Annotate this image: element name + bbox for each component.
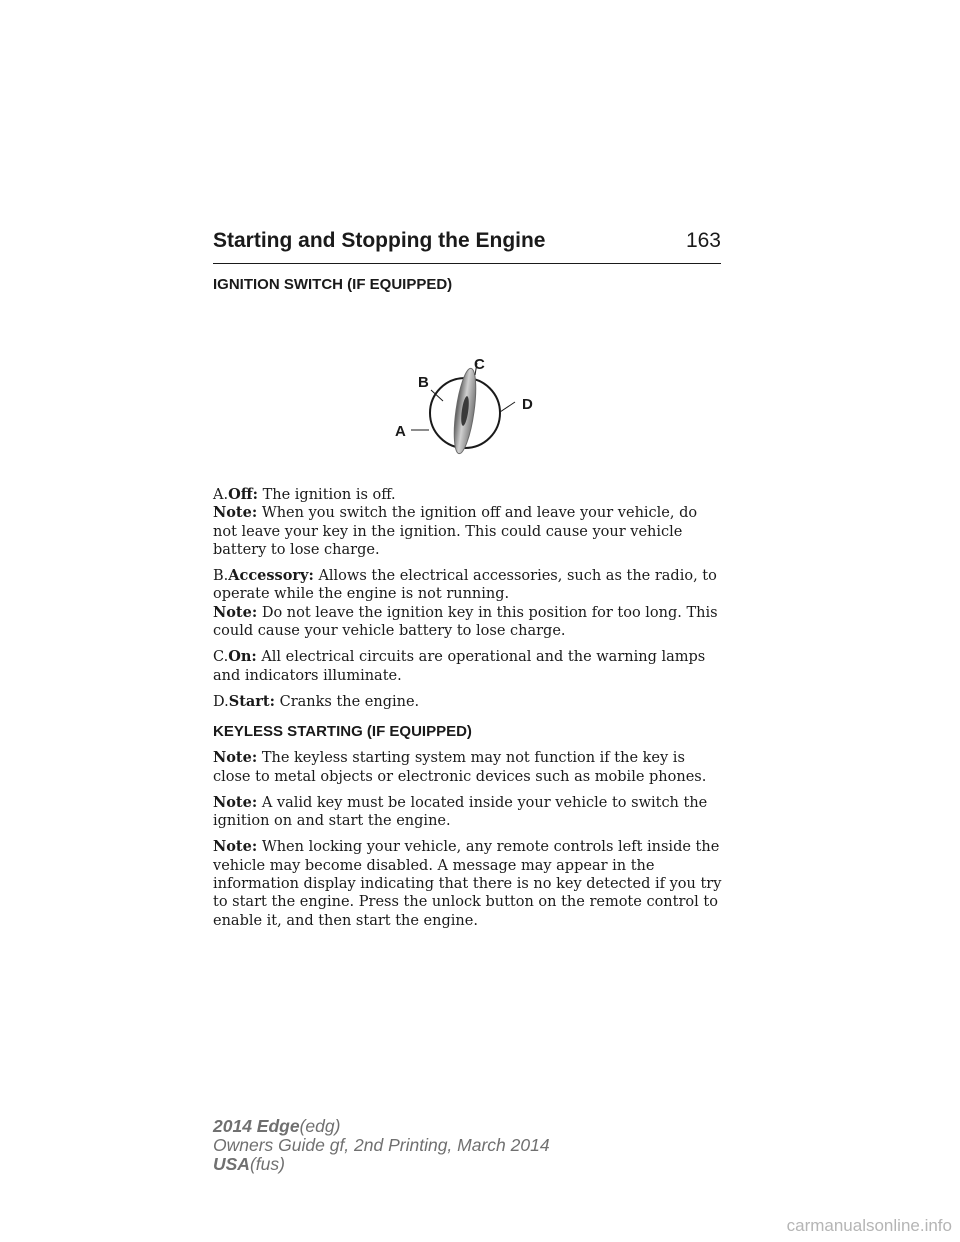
keyless-note-1 [213,749,723,786]
watermark: carmanualsonline.info [786,1216,952,1235]
item-letter: C. [213,649,229,666]
footer-line-model [213,1117,550,1136]
section-heading-keyless-starting: KEYLESS STARTING (IF EQUIPPED) [213,723,472,741]
note-label: Note: [213,504,258,522]
note-text: Do not leave the ignition key in this position for too long. This could cause your vehicle battery to lose charge. [213,604,718,640]
diagram-label-c: C [474,356,485,373]
item-text: Cranks the engine. [279,693,420,710]
page-number: 163 [685,229,721,252]
item-d-start [213,693,723,711]
item-term: Accessory: [228,567,314,585]
page-title: Starting and Stopping the Engine [213,229,546,252]
footer-market: USA [213,1154,250,1174]
item-letter: B. [213,568,229,585]
item-b-accessory [213,567,723,640]
item-text: All electrical circuits are operational and the warning lamps and indicators illuminate. [213,649,706,684]
diagram-label-d: D [522,396,533,413]
footer-line-guide: Owners Guide gf, 2nd Printing, March 2014 [213,1135,550,1155]
item-letter: D. [213,693,229,710]
keyless-note-2 [213,794,723,831]
page-content [213,276,723,930]
item-a-off [213,486,723,559]
note-text: The keyless starting system may not function if the key is close to metal objects or electronic devices such as mobile phones. [213,750,707,785]
item-term: Off: [228,486,258,503]
ignition-switch-figure [213,310,723,478]
note-label: Note: [213,838,258,856]
footer-line-market [213,1155,550,1174]
footer-model: 2014 Edge [213,1116,300,1136]
footer-model-code: (edg) [299,1116,341,1136]
ignition-switch-diagram [373,310,563,478]
note-text: A valid key must be located inside your vehicle to switch the ignition on and start the engine. [213,794,708,830]
note-text: When you switch the ignition off and leave your vehicle, do not leave your key in the ignition. This could cause your vehicle battery to lose charge. [213,505,698,558]
document-footer [213,1117,550,1174]
footer-market-code: (fus) [249,1154,285,1174]
item-text: The ignition is off. [262,487,396,503]
item-c-on [213,648,723,685]
section-heading-ignition-switch: IGNITION SWITCH (IF EQUIPPED) [213,276,453,293]
item-text: Allows the electrical accessories, such as the radio, to operate while the engine is not running. [213,568,717,603]
item-letter: A. [213,487,229,503]
leader-line-d [500,402,515,412]
note-label: Note: [213,793,258,811]
page-header [213,229,721,264]
diagram-label-b: B [418,374,429,391]
note-label: Note: [213,603,258,621]
item-term: On: [228,648,257,666]
keyless-note-3 [213,838,723,929]
item-term: Start: [228,692,275,710]
diagram-label-a: A [395,423,406,440]
note-label: Note: [213,749,258,767]
note-text: When locking your vehicle, any remote controls left inside the vehicle may become disabled. A message may appear in the information display indicating that there is no key detected if you try to start the engine. Press the unlock button on the remote control to enable it, and then start the engine. [213,839,722,929]
